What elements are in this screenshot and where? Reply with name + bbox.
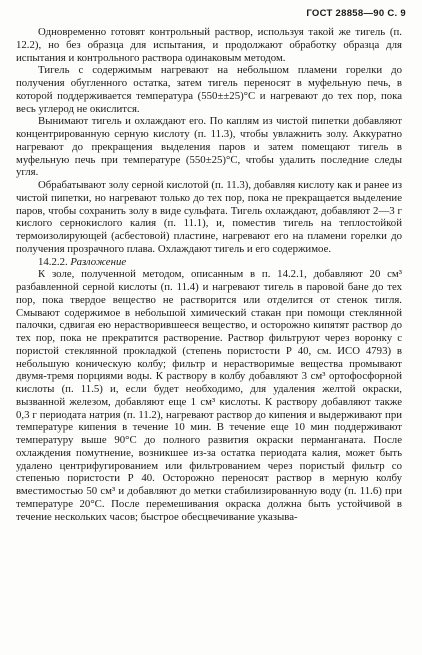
section-title: Разложение: [70, 255, 127, 268]
paragraph-decomposition: К золе, полученной методом, описанным в п. 14.2.1, добавляют 20 см³ разбавленной серной кислоты (п. 11.4) и нагревают тигель в паровой бане до тех пор, пока твердое вещество не растворится или отделится от стенок тигля. Смывают содержимое в небольшой химический стакан при помощи стеклянной палочки, сдвигая ею нерастворившееся вещество, и осторожно кипятят раствор до тех пор, пока не прекратится растворение. Раствор фильтруют через воронку с пористой стеклянной прокладкой (степень пористости Р 40, см. ИСО 4793) в небольшую коническую колбу; фильтр и нерастворимые вещества промывают двумя-тремя порциями воды. К раствору в колбу добавляют 3 см³ ортофосфорной кислоты (п. 11.5) и, если будет необходимо, для удаления желтой окраски, вызванной железом, добавляют еще 1 см³ кислоты. К раствору добавляют также 0,3 г периодата натрия (п. 11.2), нагревают раствор до кипения и выдерживают при температуре кипения в течение 10 мин. В течение еще 10 мин поддерживают температуру выше 90°С до полного развития окраски перманганата. После охлаждения помутнение, возникшее из-за остатка периодата калия, может быть удалено центрифугированием или фильтрованием через пористый фильтр со степенью пористости Р 40. Осторожно переносят раствор в мерную колбу вместимостью 50 см³ и добавляют до метки стабилизированную воду (п. 11.6) при температуре 20°С. После перемешивания окраска должна быть устойчивой в течение нескольких часов; быстрое обесцвечивание указыва-: [16, 268, 402, 523]
paragraph-crucible-heating: Тигель с содержимым нагревают на небольшом пламени горелки до получения обугленного остатка, затем тигель переносят в муфельную печь, в которой поддерживается температура (550±±25)°С и нагревают до тех пор, пока весь углерод не окислится.: [16, 64, 402, 115]
running-header: ГОСТ 28858—90 С. 9: [306, 8, 406, 19]
section-number: 14.2.2.: [38, 255, 68, 268]
paragraph-sulfuric-acid: Вынимают тигель и охлаждают его. По каплям из чистой пипетки добавляют концентрированную серную кислоту (п. 11.3), чтобы увлажнить золу. Аккуратно нагревают до прекращения выделения паров и затем помещают тигель в муфельную печь при температуре (550±25)°С, чтобы удалить последние следы угля.: [16, 115, 402, 179]
section-heading: [16, 256, 402, 269]
body-text: [16, 26, 402, 523]
paragraph-control-solution: Одновременно готовят контрольный раствор, используя такой же тигель (п. 12.2), но без образца для испытания, и продолжают обработку образца для испытания и контрольного раствора одинаковым методом.: [16, 26, 402, 64]
paragraph-ash-treatment: Обрабатывают золу серной кислотой (п. 11.3), добавляя кислоту как и ранее из чистой пипетки, но нагревают только до тех пор, пока не прекращается выделение паров, чтобы сохранить золу в виде сульфата. Тигель охлаждают, добавляют 2—3 г кислого сернокислого калия (п. 11.1), и, поместив тигель на теплостойкой термоизолирующей (асбестовой) пластине, нагревают его на пламени горелки до получения прозрачного плава. Охлаждают тигель и его содержимое.: [16, 179, 402, 255]
